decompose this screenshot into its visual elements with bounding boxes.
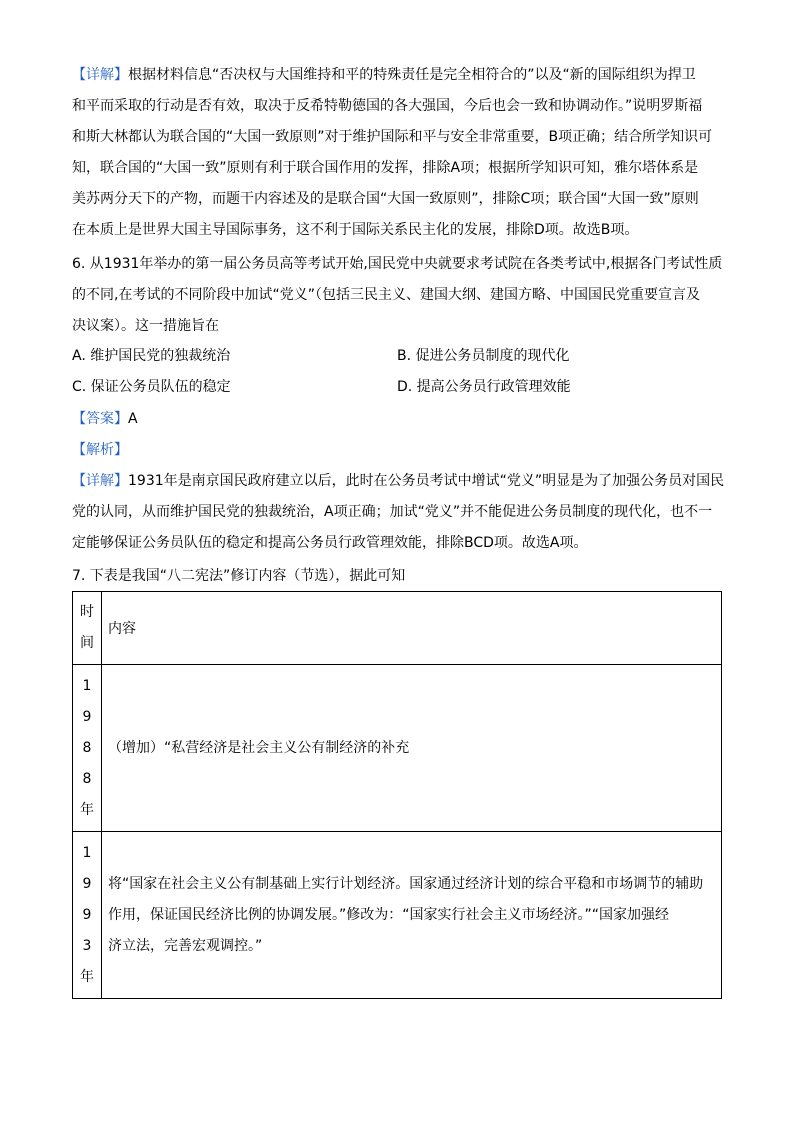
time-char: 年 (80, 968, 94, 985)
content-cell-1988 (102, 665, 722, 832)
table-header-row (73, 592, 722, 665)
header-time-char: 时 (80, 604, 94, 620)
constitution-revision-table (72, 591, 722, 999)
time-char: 9 (82, 875, 92, 892)
q6-detail-line-3: 定能够保证公务员队伍的稳定和提高公务员行政管理效能，排除BCD项。故选A项。 (72, 535, 588, 551)
time-char: 8 (82, 770, 92, 787)
q6-option-b: B. 促进公务员制度的现代化 (397, 348, 570, 364)
analysis-tag: 【解析】 (72, 442, 128, 458)
q6-answer-value: A (128, 411, 138, 427)
time-char: 年 (80, 801, 94, 818)
time-char: 1 (82, 677, 92, 694)
content-line: 济立法，完善宏观调控。” (108, 937, 263, 954)
q5-detail-line-4: 知，联合国的“大国一致”原则有利于联合国作用的发挥，排除A项；根据所学知识可知，雅尔塔体系是 (72, 160, 699, 176)
table-row (73, 665, 722, 832)
q6-analysis-line (72, 440, 722, 460)
q5-detail-line-3: 和斯大林都认为联合国的“大国一致原则”对于维护国际和平与安全非常重要，B项正确；结合所学知识可 (72, 129, 713, 145)
content-line: （增加）“私营经济是社会主义公有制经济的补充 (108, 739, 410, 756)
time-char: 9 (82, 708, 92, 725)
q6-detail-text-1: 1931年是南京国民政府建立以后，此时在公务员考试中增试“党义”明显是为了加强公务员对国民 (128, 473, 725, 489)
q6-option-d: D. 提高公务员行政管理效能 (397, 379, 571, 395)
q5-detail-line-5: 美苏两分天下的产物，而题干内容述及的是联合国“大国一致原则”，排除C项；联合国“大国一致”原则 (72, 191, 699, 207)
content-cell-1993 (102, 832, 722, 999)
q6-answer-line (72, 409, 722, 429)
q5-detail-line-6: 在本质上是世界大国主导国际事务，这不利于国际关系民主化的发展，排除D项。故选B项。 (72, 222, 639, 238)
q5-detail-text-1: 根据材料信息“否决权与大国维持和平的特殊责任是完全相符合的”以及“新的国际组织为捍卫 (128, 67, 696, 83)
q6-stem-line-2: 的不同,在考试的不同阶段中加试“党义”（包括三民主义、建国大纲、建国方略、中国国民党重要宣言及 (72, 287, 700, 303)
detail-tag: 【详解】 (72, 473, 128, 489)
header-time-char: 间 (80, 635, 94, 651)
header-time-cell (73, 592, 102, 665)
content-line: 作用，保证国民经济比例的协调发展。”修改为：“国家实行社会主义市场经济。”“国家加强经 (108, 906, 670, 923)
content-line: 将“国家在社会主义公有制基础上实行计划经济。国家通过经济计划的综合平稳和市场调节的辅助 (108, 875, 704, 892)
time-cell-1993 (73, 832, 102, 999)
answer-tag: 【答案】 (72, 411, 128, 427)
q6-option-c: C. 保证公务员队伍的稳定 (72, 379, 231, 395)
q6-option-a: A. 维护国民党的独裁统治 (72, 348, 231, 364)
q7-stem: 7. 下表是我国“八二宪法”修订内容（节选），据此可知 (72, 568, 406, 584)
time-cell-1988 (73, 665, 102, 832)
table-row (73, 832, 722, 999)
q6-detail-line-1 (72, 471, 725, 491)
time-char: 8 (82, 739, 92, 756)
q6-detail-line-2: 党的认同，从而维护国民党的独裁统治，A项正确；加试“党义”并不能促进公务员制度的现代化，也不一 (72, 504, 713, 520)
header-content-cell (102, 592, 722, 665)
time-char: 1 (82, 844, 92, 861)
header-content-label: 内容 (108, 621, 136, 637)
time-char: 3 (82, 937, 92, 954)
q6-stem-line-1: 6. 从1931年举办的第一届公务员高等考试开始,国民党中央就要求考试院在各类考试中,根据各门考试性质 (72, 256, 723, 272)
q6-stem-line-3: 决议案）。这一措施旨在 (72, 318, 219, 334)
q5-detail-line-2: 和平而采取的行动是否有效，取决于反希特勒德国的各大强国，今后也会一致和协调动作。”说明罗斯福 (72, 98, 703, 114)
detail-tag: 【详解】 (72, 67, 128, 83)
time-char: 9 (82, 906, 92, 923)
q5-detail-line-1 (72, 65, 722, 85)
